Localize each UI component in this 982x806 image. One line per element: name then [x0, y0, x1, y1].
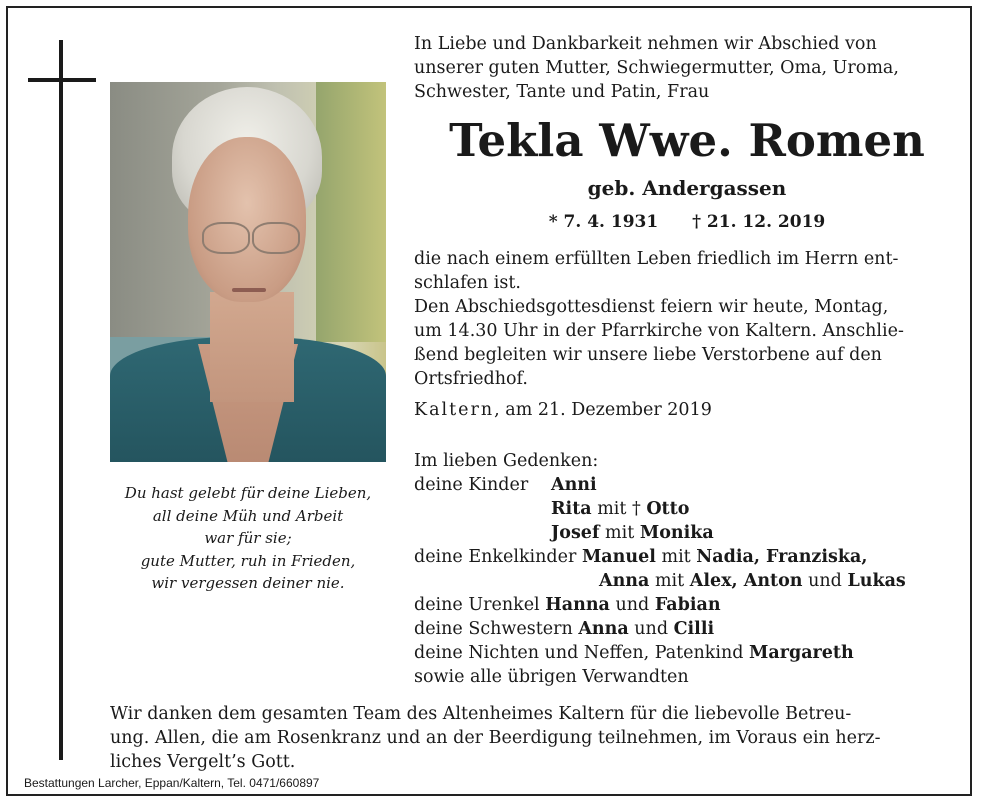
poem-line: Du hast gelebt für deine Lieben, — [124, 484, 372, 502]
family-list — [414, 449, 960, 689]
poem-line: war für sie; — [204, 529, 292, 547]
thanks-line: ung. Allen, die am Rosenkranz und an der Beerdigung teilnehmen, im Voraus ein herz- — [110, 728, 881, 748]
undertaker-credit: Bestattungen Larcher, Eppan/Kaltern, Tel. 0471/660897 — [24, 776, 320, 790]
body-line: Den Abschiedsgottesdienst feiern wir heute, Montag, — [414, 297, 889, 317]
body-line: ßend begleiten wir unsere liebe Verstorbene auf den — [414, 345, 882, 365]
intro-line: unserer guten Mutter, Schwiegermutter, Oma, Uroma, — [414, 58, 899, 78]
birth-date: * 7. 4. 1931 — [548, 212, 659, 232]
deceased-name: Tekla Wwe. Romen — [449, 114, 925, 167]
poem — [110, 482, 386, 595]
list-item: deine Kinder Anni — [414, 475, 597, 495]
town: Kaltern — [414, 400, 495, 420]
maiden-name: geb. Andergassen — [587, 176, 787, 200]
thanks-line: Wir danken dem gesamten Team des Altenheimes Kaltern für die liebevolle Betreu- — [110, 704, 852, 724]
thanks-text — [110, 702, 960, 774]
cross-horizontal-bar — [28, 78, 96, 82]
list-item: sowie alle übrigen Verwandten — [414, 667, 689, 687]
glasses-icon — [202, 222, 250, 254]
death-date: † 21. 12. 2019 — [692, 212, 826, 232]
intro-line: In Liebe und Dankbarkeit nehmen wir Abschied von — [414, 34, 877, 54]
poem-line: wir vergessen deiner nie. — [151, 574, 345, 592]
notice-date: , am 21. Dezember 2019 — [494, 400, 712, 420]
life-dates — [414, 209, 960, 235]
service-text — [414, 247, 960, 391]
list-item: deine Urenkel Hanna und Fabian — [414, 595, 721, 615]
poem-line: all deine Müh und Arbeit — [152, 506, 344, 525]
list-item: Josef mit Monika — [551, 523, 714, 543]
body-line: schlafen ist. — [414, 273, 521, 293]
intro-line: Schwester, Tante und Patin, Frau — [414, 82, 710, 102]
body-line: die nach einem erfüllten Leben friedlich im Herrn ent- — [414, 249, 899, 269]
list-item: deine Nichten und Neffen, Patenkind Margareth — [414, 643, 854, 663]
body-line: um 14.30 Uhr in der Pfarrkirche von Kaltern. Anschlie- — [414, 321, 904, 341]
list-item: deine Enkelkinder Manuel mit Nadia, Franziska, — [414, 547, 868, 567]
thanks-line: liches Vergelt’s Gott. — [110, 752, 296, 772]
portrait-photo — [110, 82, 386, 462]
intro-text — [414, 32, 960, 104]
poem-line: gute Mutter, ruh in Frieden, — [140, 551, 356, 570]
family-heading: Im lieben Gedenken: — [414, 451, 599, 471]
place-date — [414, 398, 712, 422]
list-item: deine Schwestern Anna und Cilli — [414, 619, 715, 639]
list-item: Anna mit Alex, Anton und Lukas — [599, 571, 906, 591]
body-line: Ortsfriedhof. — [414, 369, 528, 389]
list-item: Rita mit † Otto — [551, 499, 690, 519]
cross-vertical-bar — [59, 40, 63, 760]
